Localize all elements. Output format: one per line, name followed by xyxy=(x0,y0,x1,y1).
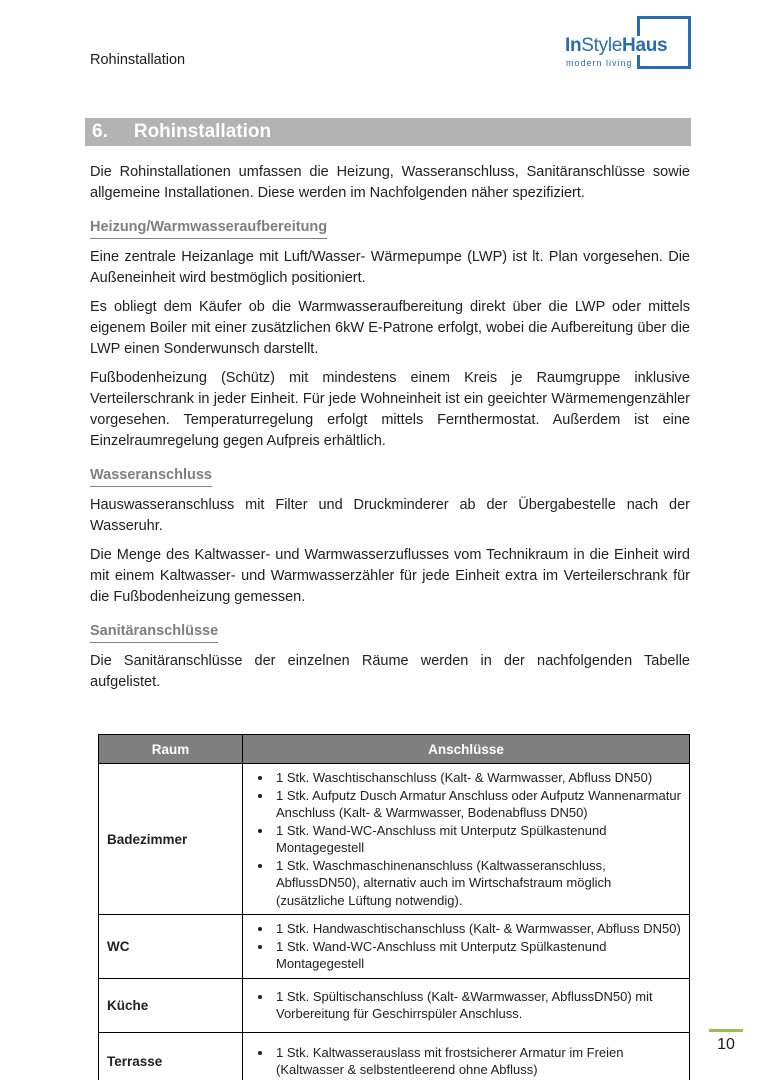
items-list-kueche xyxy=(243,988,681,1023)
room-cell-wc: WC xyxy=(99,915,243,979)
paragraph-sanitaer-intro: Die Sanitäranschlüsse der einzelnen Räume werden in der nachfolgenden Tabelle aufgelistet. xyxy=(90,653,690,690)
table-row-terrasse xyxy=(99,1032,690,1080)
room-cell-badezimmer: Badezimmer xyxy=(99,764,243,915)
page-number: 10 xyxy=(717,1036,735,1053)
room-cell-kueche: Küche xyxy=(99,978,243,1032)
list-item: • 1 Stk. Wand-WC-Anschluss mit Unterputz Spülkastenund Montagegestell xyxy=(273,938,681,973)
section-title: Rohinstallation xyxy=(133,121,272,142)
page-header xyxy=(0,0,765,118)
subheading-wasseranschluss: Wasseranschluss xyxy=(90,465,690,487)
items-list-terrasse xyxy=(243,1044,681,1079)
instylehaus-logo xyxy=(565,14,691,72)
section-banner xyxy=(85,118,691,146)
running-header-title: Rohinstallation xyxy=(90,52,186,68)
page-content xyxy=(90,162,690,1080)
table-row-badezimmer xyxy=(99,764,690,915)
items-cell-badezimmer xyxy=(243,764,690,915)
paragraph-warmwasser: Es obliegt dem Käufer ob die Warmwasseraufbereitung direkt über die LWP oder mittels eigenem Boiler mit einer zusätzlichen 6kW E-Patrone erfolgt, wobei die Aufbereitung über die LWP einen Sonderwunsch darstellt. xyxy=(90,299,690,357)
footer-rule xyxy=(709,1029,743,1032)
items-cell-kueche xyxy=(243,978,690,1032)
page-footer xyxy=(709,1029,743,1054)
paragraph-hauswasseranschluss: Hauswasseranschluss mit Filter und Druckminderer ab der Übergabestelle nach der Wasseruhr. xyxy=(90,497,690,534)
paragraph-heizanlage: Eine zentrale Heizanlage mit Luft/Wasser- Wärmepumpe (LWP) ist lt. Plan vorgesehen. Die Außeneinheit wird bestmöglich positioniert. xyxy=(90,249,690,286)
list-item: • 1 Stk. Waschtischanschluss (Kalt- & Warmwasser, Abfluss DN50) xyxy=(273,769,681,787)
table-header-row xyxy=(99,735,690,764)
table-row-kueche xyxy=(99,978,690,1032)
list-item: • 1 Stk. Spültischanschluss (Kalt- &Warmwasser, AbflussDN50) mit Vorbereitung für Geschirrspüler Anschluss. xyxy=(273,988,681,1023)
subheading-heizung: Heizung/Warmwasseraufbereitung xyxy=(90,217,690,239)
items-list-wc xyxy=(243,920,681,973)
logo-brand-haus: Haus xyxy=(622,35,668,56)
subheading-sanitaeranschluesse: Sanitäranschlüsse xyxy=(90,621,690,643)
list-item: • 1 Stk. Aufputz Dusch Armatur Anschluss oder Aufputz Wannenarmatur Anschluss (Kalt- & Warmwasser, Bodenabfluss DN50) xyxy=(273,787,681,822)
list-item: • 1 Stk. Kaltwasserauslass mit frostsicherer Armatur im Freien (Kaltwasser & selbstentleerend ohne Abfluss) xyxy=(273,1044,681,1079)
column-header-anschluesse: Anschlüsse xyxy=(243,735,690,764)
items-cell-terrasse xyxy=(243,1032,690,1080)
column-header-raum: Raum xyxy=(99,735,243,764)
logo-brand-style: Style xyxy=(581,35,623,56)
paragraph-fussbodenheizung: Fußbodenheizung (Schütz) mit mindestens einem Kreis je Raumgruppe inklusive Verteilerschrank in jeder Einheit. Für jede Wohneinheit ist ein geeichter Wärmemengenzähler vorgesehen. Temperaturregelung erfolgt mittels Fernthermostat. Außerdem ist eine Einzelraumregelung gegen Aufpreis erhältlich. xyxy=(90,370,690,449)
items-list-badezimmer xyxy=(243,769,681,909)
items-cell-wc xyxy=(243,915,690,979)
sanitaer-table xyxy=(98,734,690,1080)
section-number: 6. xyxy=(92,121,108,142)
table-row-wc xyxy=(99,915,690,979)
list-item: • 1 Stk. Waschmaschinenanschluss (Kaltwasseranschluss, AbflussDN50), alternativ auch im Wirtschafstraum möglich (zusätzliche Lüftung notwendig). xyxy=(273,857,681,910)
intro-paragraph: Die Rohinstallationen umfassen die Heizung, Wasseranschluss, Sanitäranschlüsse sowie allgemeine Installationen. Diese werden im Nachfolgenden näher spezifiziert. xyxy=(90,164,690,201)
paragraph-wassermenge: Die Menge des Kaltwasser- und Warmwasserzuflusses vom Technikraum in die Einheit wird mit einem Kaltwasser- und Warmwasserzähler für jede Einheit extra im Verteilerschrank für die Fußbodenheizung gemessen. xyxy=(90,547,690,605)
logo-brand-text xyxy=(565,36,669,55)
room-cell-terrasse: Terrasse xyxy=(99,1032,243,1080)
list-item: • 1 Stk. Wand-WC-Anschluss mit Unterputz Spülkastenund Montagegestell xyxy=(273,822,681,857)
logo-tagline: modern living xyxy=(566,58,633,68)
list-item: • 1 Stk. Handwaschtischanschluss (Kalt- & Warmwasser, Abfluss DN50) xyxy=(273,920,681,938)
logo-brand-in: In xyxy=(565,35,582,56)
